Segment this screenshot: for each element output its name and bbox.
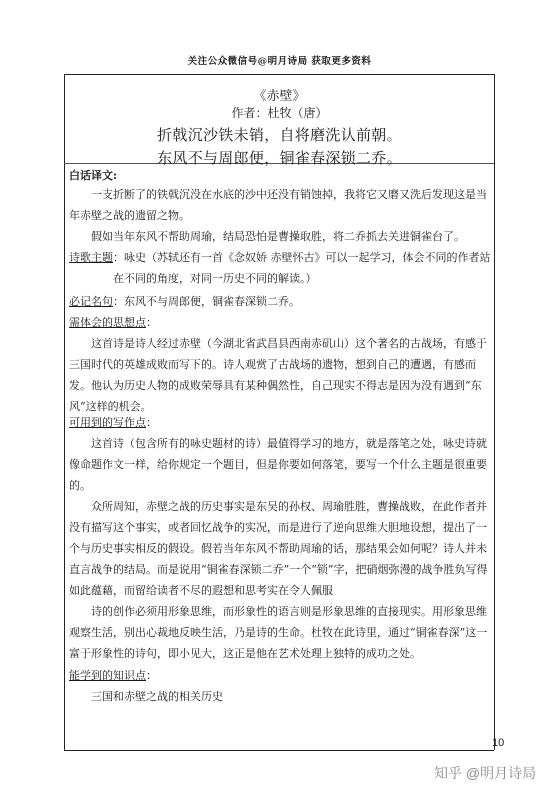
poem-line-2: 东风不与周郎便，铜雀春深锁二乔。 — [157, 149, 402, 167]
knowledge-text: 三国和赤壁之战的相关历史 — [91, 690, 223, 703]
theme-label: 诗歌主题 — [69, 251, 113, 264]
watermark-text: 知乎 @明月诗局 — [434, 765, 537, 781]
writing-heading — [69, 412, 493, 433]
famous-block — [69, 291, 493, 312]
writing-paragraph-1: 这首诗（包含所有的咏史题材的诗）最值得学习的地方，就是落笔之处，咏史诗就像命题作文一样，给你规定一个题目，但是你要如何落笔，要写一个什么主题是很重要的。 — [69, 437, 487, 492]
right-border — [494, 74, 495, 750]
page-header: 关注公众微信号@明月诗局 获取更多资料 — [187, 56, 372, 67]
translation-paragraph-2: 假如当年东风不帮助周瑜，结局恐怕是曹操取胜，将二乔抓去关进铜雀台了。 — [91, 230, 465, 243]
knowledge-text-block — [69, 686, 493, 707]
poem-line-1: 折戟沉沙铁未销，自将磨洗认前朝。 — [157, 126, 402, 144]
knowledge-colon: ： — [146, 669, 157, 682]
writing-paragraph-2: 众所周知，赤壁之战的历史事实是东吴的孙权、周瑜胜胜，曹操战败，在此作者并没有描写这个事实，或者回忆战争的实况，而是进行了逆向思维大胆地设想，提出了一个与历史事实相反的假设。假若当年东风不帮助周瑜的话，那结果会如何呢？诗人并未直言战争的结局。而是说用“铜雀春深锁二乔”一个“锁”字，把硝烟弥漫的战争胜负写得如此蕴藉，而留给读者不尽的遐想和思考实在令人佩服 — [69, 500, 488, 597]
page-number: 10 — [492, 737, 505, 749]
translation-heading: 白话译文: — [69, 169, 118, 182]
famous-label: 必记名句 — [69, 295, 113, 308]
writing-paragraph-3: 诗的创作必须用形象思维，而形象性的语言则是形象思维的直接现实。用形象思维观察生活，别出心裁地反映生活，乃是诗的生命。杜牧在此诗里，通过“铜雀春深”这一富于形象性的诗句，即小见大，这正是他在艺术处理上独特的成功之处。 — [69, 605, 488, 660]
watermark — [434, 763, 536, 783]
writing-label: 可用到的写作点 — [69, 416, 146, 429]
famous-text: 东风不与周郎便，铜雀春深锁二乔。 — [124, 295, 300, 308]
left-border — [64, 74, 65, 750]
theme-text: 咏史（苏轼还有一首《念奴娇 赤壁怀古》可以一起学习，体会不同的作者站在不同的角度，对同一历史不同的解读。） — [113, 251, 491, 285]
thoughts-text-block — [69, 333, 493, 417]
famous-colon: ： — [113, 295, 124, 308]
theme-colon: ： — [113, 251, 124, 264]
poem-title: 《赤壁》 — [253, 89, 306, 104]
knowledge-heading — [69, 665, 493, 686]
theme-block — [69, 247, 493, 289]
thoughts-text: 这首诗是诗人经过赤壁（今湖北省武昌县西南赤矶山）这个著名的古战场，有感于三国时代的英雄成败而写下的。诗人观赏了古战场的遗物，想到自己的遭遇，有感而发。他认为历史人物的成败荣辱具有某种偶然性，自己现实不得志是因为没有遇到“东风”这样的机会。 — [69, 337, 487, 413]
knowledge-label: 能学到的知识点 — [69, 669, 146, 682]
writing-colon: ： — [146, 416, 157, 429]
thoughts-label: 需体会的思想点 — [69, 316, 146, 329]
translation-paragraph-1: 一支折断了的铁戟沉没在水底的沙中还没有销蚀掉，我将它又磨又洗后发现这是当年赤壁之战的遗留之物。 — [69, 188, 487, 222]
writing-text-block — [69, 433, 493, 664]
top-border — [64, 74, 494, 75]
thoughts-colon: ： — [146, 316, 157, 329]
thoughts-heading — [69, 312, 493, 333]
poem-author: 作者：杜牧（唐） — [231, 106, 328, 120]
bottom-border — [64, 750, 494, 751]
translation-text — [69, 184, 493, 247]
